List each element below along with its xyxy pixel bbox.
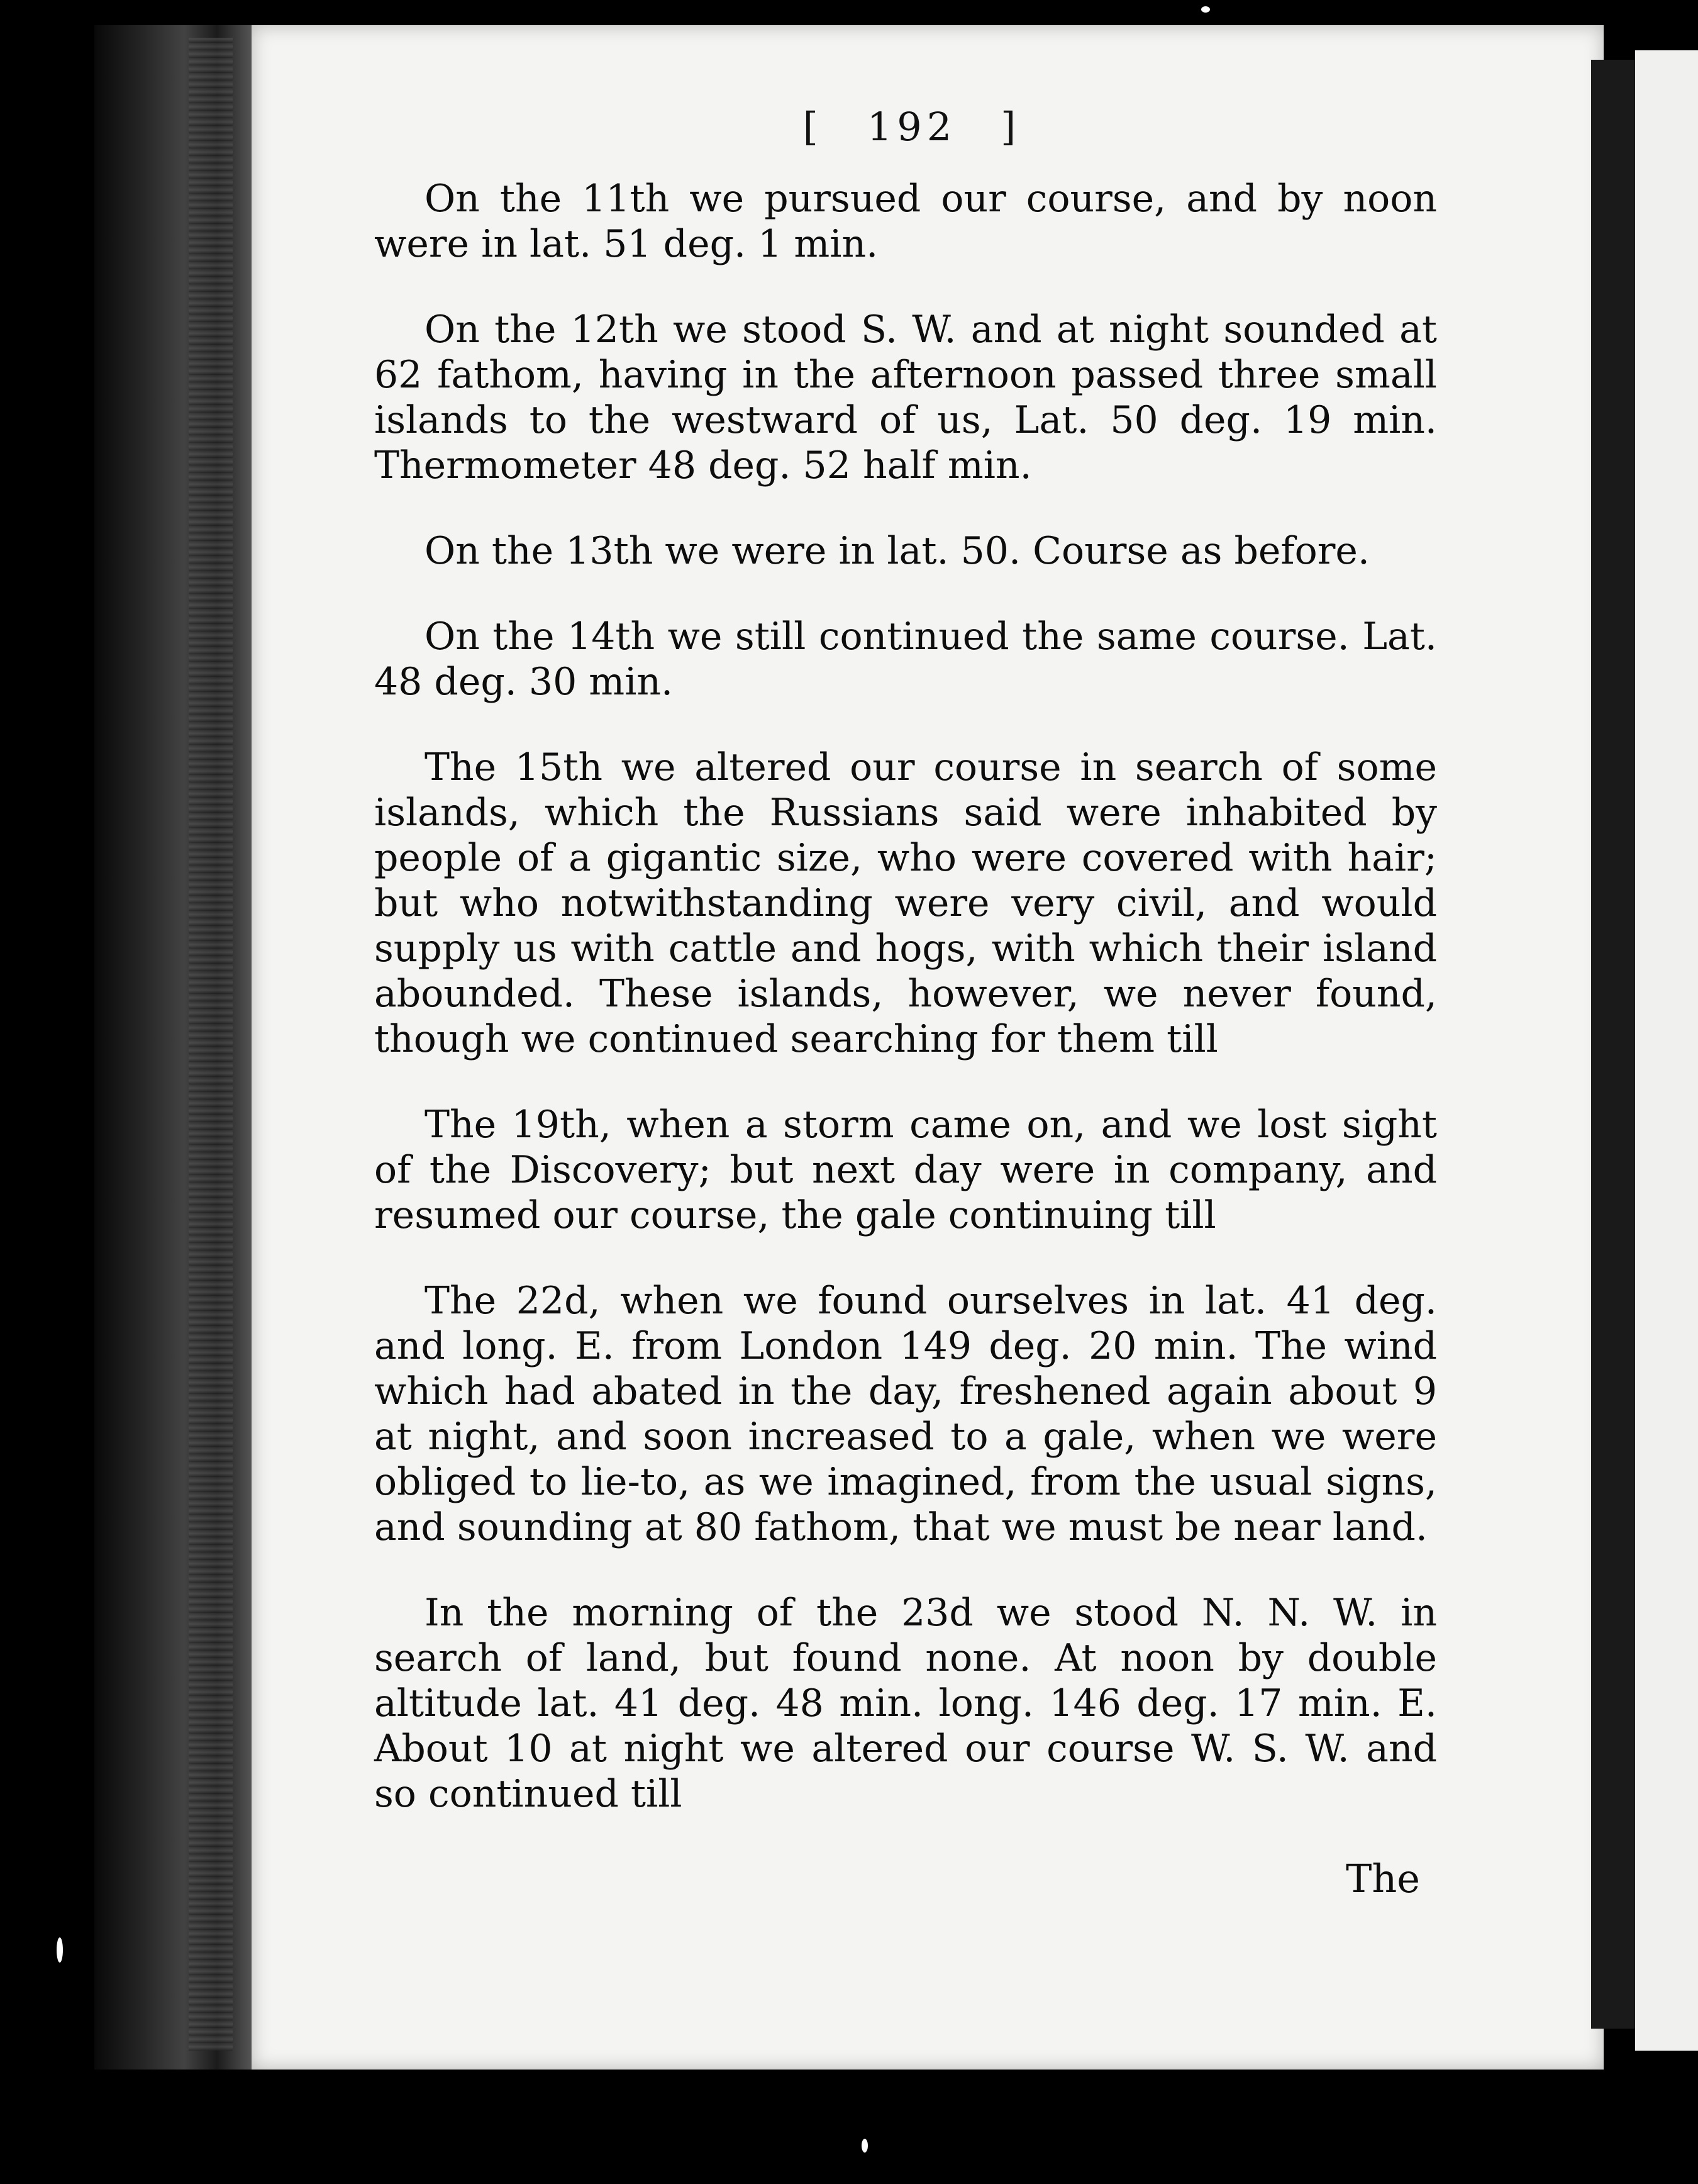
- paragraph-13th: On the 13th we were in lat. 50. Course as before.: [425, 529, 1370, 573]
- bracket-close: ]: [1001, 104, 1021, 150]
- scan-speck: [862, 2139, 868, 2153]
- page-number: 192: [867, 104, 957, 150]
- catchword: The: [1346, 1856, 1420, 1902]
- paragraph-22d: The 22d, when we found ourselves in lat. 41 deg. and long. E. from London 149 deg. 20 min. The wind which had abated in the day, freshened again about 9 at night, and soon increased to a gale, when we were obliged to lie-to, as we imagined, from the usual signs, and sounding at 80 fathom, that we must be near land.: [374, 1279, 1437, 1549]
- running-head: [755, 104, 1069, 150]
- bracket-open: [: [802, 104, 823, 150]
- scan-bottom-border: [252, 2070, 1698, 2184]
- book-binding-edge: [94, 25, 258, 2070]
- scan-speck: [57, 1937, 63, 1963]
- facing-page-edge: [1635, 50, 1698, 2051]
- body-text: [374, 176, 1437, 1857]
- paragraph-19th: The 19th, when a storm came on, and we lost sight of the Discovery; but next day were in company, and resumed our course, the gale continuing till: [374, 1103, 1437, 1237]
- paragraph-14th: On the 14th we still continued the same course. Lat. 48 deg. 30 min.: [374, 615, 1437, 704]
- scan-speck: [1201, 6, 1210, 13]
- paragraph-23d: In the morning of the 23d we stood N. N. W. in search of land, but found none. At noon by double altitude lat. 41 deg. 48 min. long. 146 deg. 17 min. E. About 10 at night we altered our course W. S. W. and so continued till: [374, 1591, 1437, 1816]
- facing-page-gutter: [1591, 60, 1635, 2029]
- paragraph-11th: On the 11th we pursued our course, and by noon were in lat. 51 deg. 1 min.: [374, 177, 1437, 266]
- binding-texture: [189, 38, 233, 2051]
- paragraph-15th: The 15th we altered our course in search of some islands, which the Russians said were inhabited by people of a gigantic size, who were covered with hair; but who notwithstanding were very civil, and would supply us with cattle and hogs, with which their island abounded. These islands, however, we never found, though we continued searching for them till: [374, 745, 1437, 1061]
- paragraph-12th: On the 12th we stood S. W. and at night sounded at 62 fathom, having in the afternoon passed three small islands to the westward of us, Lat. 50 deg. 19 min. Thermometer 48 deg. 52 half min.: [374, 308, 1437, 488]
